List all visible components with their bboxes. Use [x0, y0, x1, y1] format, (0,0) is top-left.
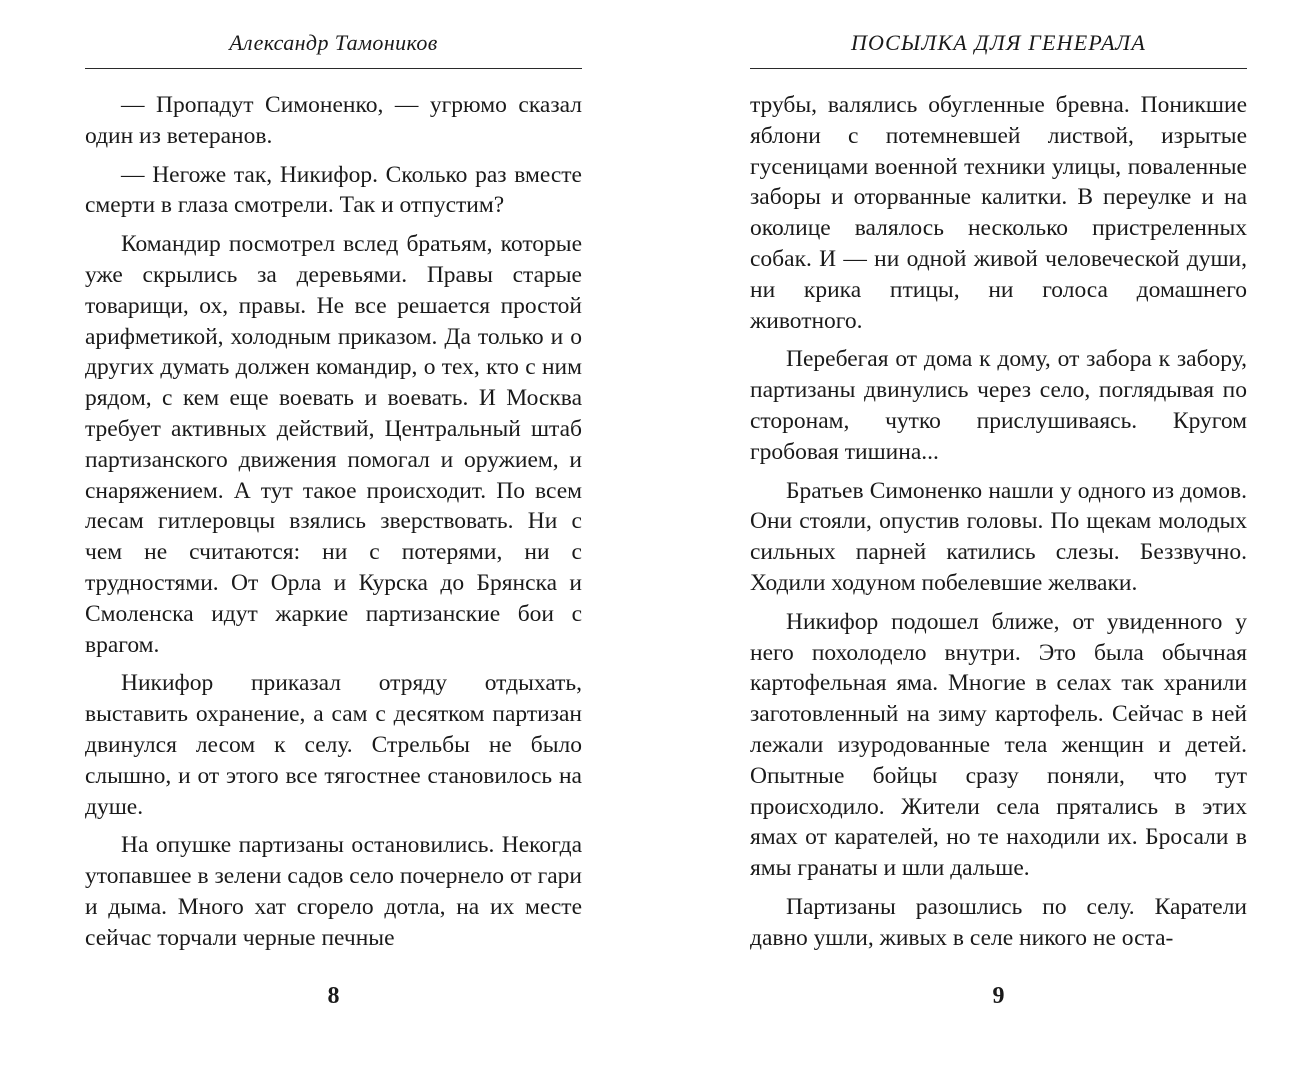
left-page [85, 0, 582, 1080]
right-page-number: 9 [992, 983, 1005, 1009]
right-body-text [750, 90, 1247, 954]
right-running-head: ПОСЫЛКА ДЛЯ ГЕНЕРАЛА [850, 30, 1147, 55]
left-body-text [85, 90, 582, 954]
left-running-head: Александр Тамоников [229, 30, 438, 55]
right-header-rule [750, 68, 1247, 69]
right-continuation-paragraph: трубы, валялись обугленные бревна. Поникшие яблони с потемневшей листвой, изрытые гусеницами военной техники улицы, поваленные заборы и оторванные калитки. В переулке и на околице валялось несколько пристреленных собак. И — ни одной живой человеческой души, ни крика птицы, ни голоса домашнего животного. [750, 92, 1247, 334]
right-paragraph-4: Партизаны разошлись по селу. Каратели давно ушли, живых в селе никого не оста- [750, 893, 1247, 951]
right-paragraph-3: Никифор подошел ближе, от увиденного у него похолодело внутри. Это была обычная картофельная яма. Многие в селах так хранили заготовленный на зиму картофель. Сейчас в ней лежали изуродованные тела женщин и детей. Опытные бойцы сразу поняли, что тут происходило. Жители села прятались в этих ямах от карателей, но те находили их. Бросали в ямы гранаты и шли дальше. [750, 608, 1247, 882]
left-paragraph-1: — Пропадут Симоненко, — угрюмо сказал один из ветеранов. [85, 92, 582, 149]
right-page [750, 0, 1247, 1080]
left-header-rule [85, 68, 582, 69]
right-paragraph-1: Перебегая от дома к дому, от забора к забору, партизаны двинулись через село, поглядывая по сторонам, чутко прислушиваясь. Кругом гробовая тишина... [750, 346, 1247, 465]
left-paragraph-4: Никифор приказал отряду отдыхать, выставить охранение, а сам с десятком партизан двинулся лесом к селу. Стрельбы не было слышно, и от этого все тягостнее становилось на душе. [85, 670, 582, 820]
left-paragraph-2: — Негоже так, Никифор. Сколько раз вместе смерти в глаза смотрели. Так и отпустим? [85, 161, 582, 219]
left-paragraph-3: Командир посмотрел вслед братьям, которые уже скрылись за деревьями. Правы старые товарищи, ох, правы. Не все решается простой арифметикой, холодным приказом. Да только и о других думать должен командир, о тех, кто с ним рядом, с кем еще воевать и воевать. И Москва требует активных действий, Центральный штаб партизанского движения помогал и оружием, и снаряжением. А тут такое происходит. По всем лесам гитлеровцы взялись зверствовать. Ни с чем не считаются: ни с потерями, ни с трудностями. От Орла и Курска до Брянска и Смоленска идут жаркие партизанские бои с врагом. [85, 231, 582, 658]
left-page-number: 8 [327, 983, 340, 1009]
right-paragraph-2: Братьев Симоненко нашли у одного из домов. Они стояли, опустив головы. По щекам молодых сильных парней катились слезы. Беззвучно. Ходили ходуном побелевшие желваки. [750, 477, 1247, 596]
left-paragraph-5: На опушке партизаны остановились. Некогда утопавшее в зелени садов село почернело от гари и дыма. Много хат сгорело дотла, на их месте сейчас торчали черные печные [85, 832, 582, 951]
